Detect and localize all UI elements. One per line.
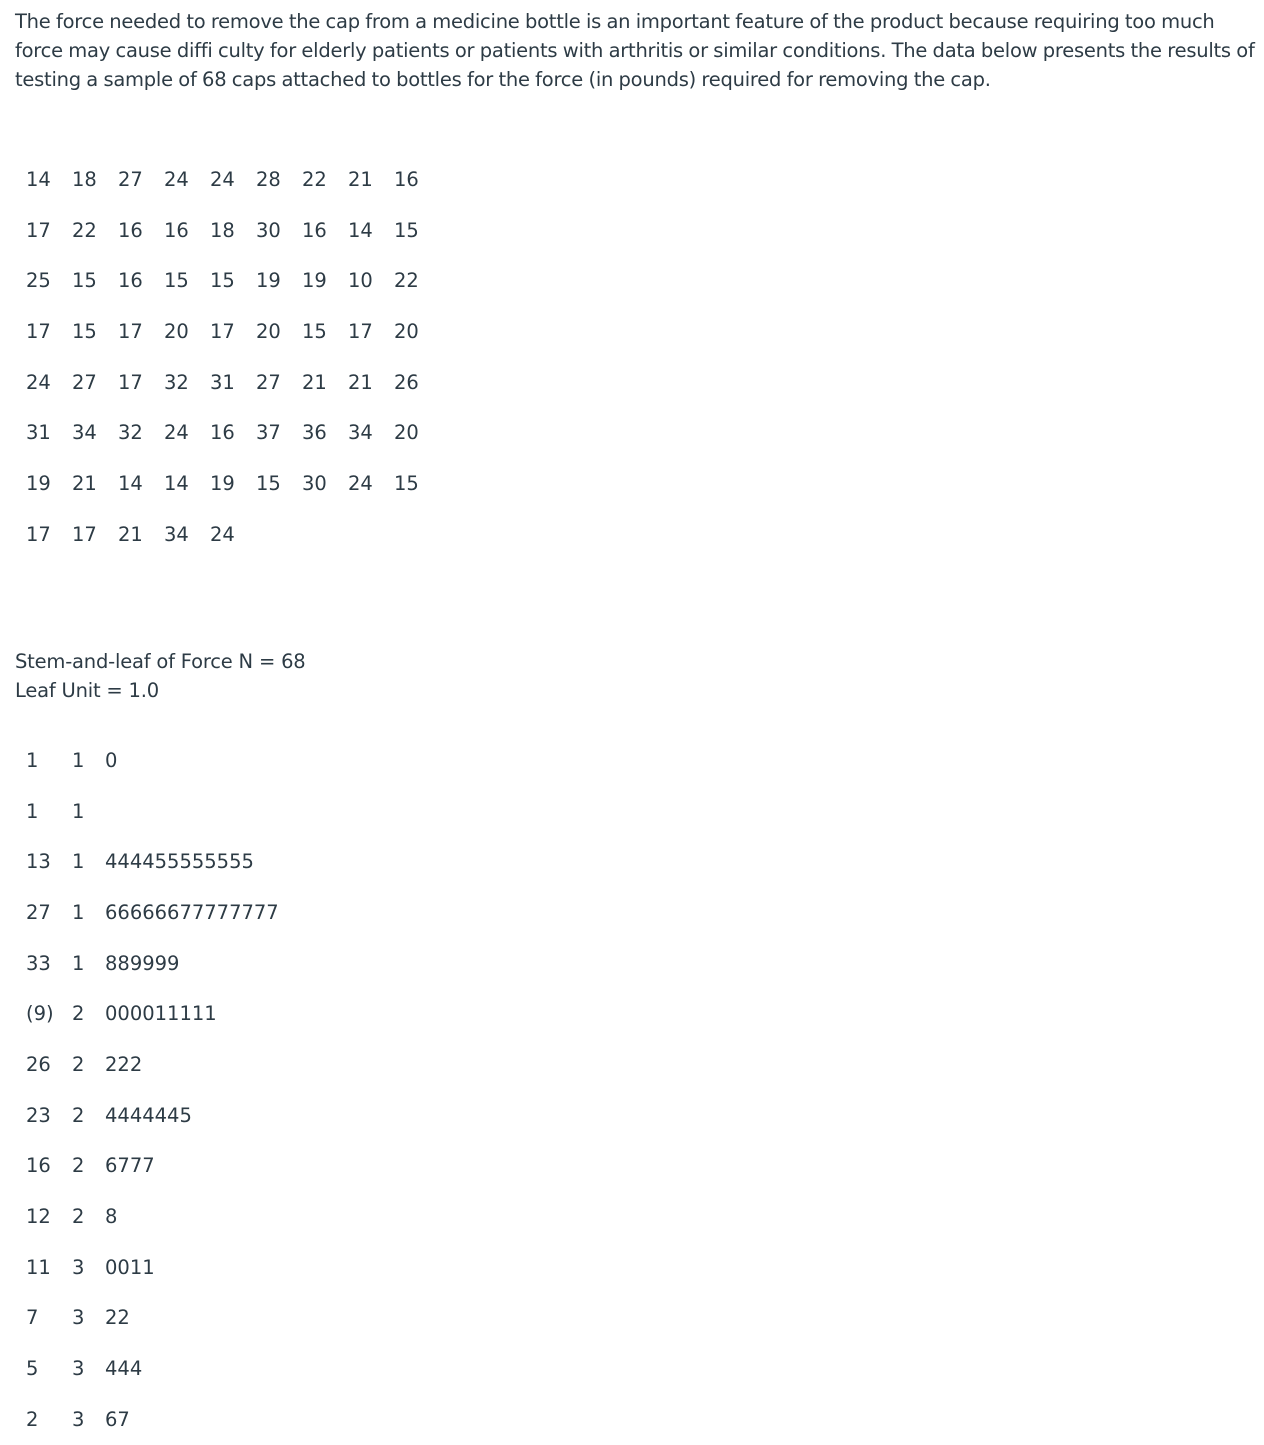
stem-value: 1 — [72, 951, 85, 975]
stem-leaf-row — [26, 1090, 405, 1141]
data-cell: 32 — [118, 421, 143, 445]
stem-value: 2 — [72, 1103, 85, 1127]
depth-count: 5 — [26, 1357, 39, 1381]
data-cell: 36 — [302, 421, 327, 445]
data-cell: 14 — [26, 167, 51, 191]
data-row — [26, 205, 440, 256]
data-cell: 17 — [118, 370, 143, 394]
stem-leaf-row — [26, 1039, 405, 1090]
depth-count: 11 — [26, 1255, 51, 1279]
stem-value: 1 — [72, 850, 85, 874]
leaf-values: 4444445 — [105, 1103, 192, 1127]
stem-leaf-body — [26, 735, 405, 1445]
data-cell: 17 — [26, 218, 51, 242]
depth-count: 7 — [26, 1306, 39, 1330]
data-cell: 19 — [256, 269, 281, 293]
stem-leaf-row — [26, 1394, 405, 1445]
data-cell: 14 — [348, 218, 373, 242]
force-data-table — [26, 154, 440, 560]
stem-value: 2 — [72, 1052, 85, 1076]
data-cell: 28 — [256, 167, 281, 191]
stem-value: 2 — [72, 1154, 85, 1178]
data-cell: 17 — [26, 319, 51, 343]
leaf-values: 22 — [105, 1306, 130, 1330]
data-row — [26, 458, 440, 509]
data-cell: 34 — [72, 421, 97, 445]
stem-value: 3 — [72, 1255, 85, 1279]
data-cell: 21 — [72, 471, 97, 495]
data-cell: 27 — [256, 370, 281, 394]
data-cell: 24 — [164, 167, 189, 191]
data-row — [26, 306, 440, 357]
stem-value: 1 — [72, 799, 85, 823]
data-cell: 19 — [210, 471, 235, 495]
data-cell: 18 — [72, 167, 97, 191]
stem-value: 3 — [72, 1357, 85, 1381]
leaf-values: 222 — [105, 1052, 143, 1076]
leaf-values — [105, 786, 405, 837]
stem-leaf-row — [26, 836, 405, 887]
data-cell: 15 — [72, 319, 97, 343]
stem-leaf-row — [26, 1141, 405, 1192]
data-cell: 15 — [394, 218, 419, 242]
data-cell: 24 — [164, 421, 189, 445]
depth-count: 1 — [26, 799, 39, 823]
data-cell: 17 — [348, 319, 373, 343]
problem-description: The force needed to remove the cap from a medicine bottle is an important feature of the product because requiring too much force may cause diffi culty for elderly patients or patients with arthritis or similar conditions. The data below presents the results of testing a sample of 68 caps attached to bottles for the force (in pounds) required for removing the cap. — [15, 10, 1255, 91]
data-cell: 20 — [394, 421, 419, 445]
stem-value: 1 — [72, 900, 85, 924]
data-cell: 34 — [164, 522, 189, 546]
data-cell: 27 — [118, 167, 143, 191]
data-cell: 34 — [348, 421, 373, 445]
data-cell: 15 — [302, 319, 327, 343]
stem-leaf-row — [26, 1293, 405, 1344]
data-row — [26, 407, 440, 458]
data-cell: 10 — [348, 269, 373, 293]
stem-value: 3 — [72, 1407, 85, 1431]
force-data-body — [26, 154, 440, 560]
stem-leaf-row — [26, 887, 405, 938]
data-cell: 21 — [118, 522, 143, 546]
data-cell: 16 — [164, 218, 189, 242]
data-cell: 24 — [210, 522, 235, 546]
leaf-values: 0 — [105, 748, 118, 772]
stem-leaf-row — [26, 1242, 405, 1293]
stem-value: 2 — [72, 1002, 85, 1026]
depth-count: 27 — [26, 900, 51, 924]
stem-value: 1 — [72, 748, 85, 772]
data-cell: 21 — [348, 370, 373, 394]
stem-leaf-table — [26, 735, 405, 1445]
data-cell: 17 — [118, 319, 143, 343]
depth-count: 13 — [26, 850, 51, 874]
leaf-values: 444455555555 — [105, 850, 254, 874]
data-cell: 19 — [302, 269, 327, 293]
leaf-values: 0011 — [105, 1255, 155, 1279]
depth-count: (9) — [26, 1002, 54, 1026]
data-cell: 24 — [210, 167, 235, 191]
data-cell: 24 — [348, 471, 373, 495]
data-cell: 22 — [302, 167, 327, 191]
depth-count: 33 — [26, 951, 51, 975]
stem-value: 2 — [72, 1205, 85, 1229]
data-cell: 18 — [210, 218, 235, 242]
data-cell: 16 — [118, 269, 143, 293]
data-row — [26, 357, 440, 408]
leaf-unit-label: Leaf Unit = 1.0 — [15, 679, 159, 702]
data-row — [26, 509, 440, 560]
leaf-values: 66666677777777 — [105, 900, 279, 924]
data-cell: 30 — [302, 471, 327, 495]
stem-leaf-row — [26, 786, 405, 837]
leaf-values: 6777 — [105, 1154, 155, 1178]
leaf-values: 8 — [105, 1205, 118, 1229]
data-cell: 27 — [72, 370, 97, 394]
leaf-values: 444 — [105, 1357, 143, 1381]
data-cell: 15 — [394, 471, 419, 495]
stem-leaf-row — [26, 938, 405, 989]
data-cell: 16 — [394, 167, 419, 191]
data-cell: 17 — [210, 319, 235, 343]
data-cell: 31 — [26, 421, 51, 445]
data-cell: 24 — [26, 370, 51, 394]
stem-leaf-row — [26, 1191, 405, 1242]
data-cell: 16 — [118, 218, 143, 242]
stem-leaf-row — [26, 735, 405, 786]
depth-count: 26 — [26, 1052, 51, 1076]
data-cell: 21 — [302, 370, 327, 394]
stem-leaf-title: Stem-and-leaf of Force N = 68 — [15, 650, 306, 673]
data-cell: 15 — [210, 269, 235, 293]
stem-leaf-row — [26, 1343, 405, 1394]
leaf-values: 889999 — [105, 951, 180, 975]
data-row — [26, 154, 440, 205]
data-cell: 17 — [26, 522, 51, 546]
stem-value: 3 — [72, 1306, 85, 1330]
data-cell: 22 — [394, 269, 419, 293]
data-cell: 16 — [302, 218, 327, 242]
data-cell: 14 — [118, 471, 143, 495]
data-cell: 20 — [394, 319, 419, 343]
data-cell: 22 — [72, 218, 97, 242]
data-cell: 20 — [164, 319, 189, 343]
data-cell: 15 — [256, 471, 281, 495]
data-cell: 19 — [26, 471, 51, 495]
leaf-values: 000011111 — [105, 1002, 217, 1026]
data-cell: 15 — [72, 269, 97, 293]
data-cell: 31 — [210, 370, 235, 394]
data-cell: 16 — [210, 421, 235, 445]
stem-leaf-row — [26, 988, 405, 1039]
depth-count: 12 — [26, 1205, 51, 1229]
data-cell: 25 — [26, 269, 51, 293]
data-cell: 32 — [164, 370, 189, 394]
depth-count: 16 — [26, 1154, 51, 1178]
data-cell: 15 — [164, 269, 189, 293]
depth-count: 2 — [26, 1407, 39, 1431]
data-cell: 14 — [164, 471, 189, 495]
data-cell: 21 — [348, 167, 373, 191]
data-row — [26, 255, 440, 306]
data-cell: 26 — [394, 370, 419, 394]
data-cell: 17 — [72, 522, 97, 546]
data-cell: 37 — [256, 421, 281, 445]
leaf-values: 67 — [105, 1407, 130, 1431]
data-cell: 30 — [256, 218, 281, 242]
data-cell: 20 — [256, 319, 281, 343]
depth-count: 1 — [26, 748, 39, 772]
depth-count: 23 — [26, 1103, 51, 1127]
stem-leaf-caption — [15, 647, 306, 705]
